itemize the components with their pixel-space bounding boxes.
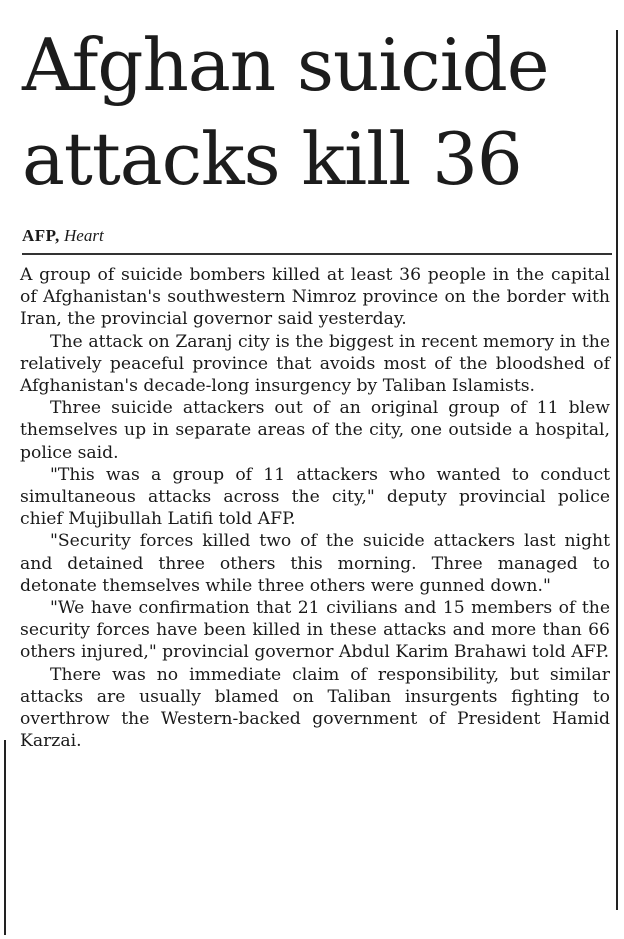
article-body (20, 264, 610, 752)
byline-agency: AFP, (22, 226, 60, 245)
column-rule-left (4, 740, 6, 935)
paragraph-1: A group of suicide bombers killed at least 36 people in the capital of Afghanistan's southwestern Nimroz province on the border with Iran, the provincial governor said yesterday. (20, 265, 610, 330)
paragraph-3: Three suicide attackers out of an original group of 11 blew themselves up in separate areas of the city, one outside a hospital, police said. (20, 398, 610, 463)
paragraph-5: "Security forces killed two of the suicide attackers last night and detained three others this morning. Three managed to detonate themselves while three others were gunned down." (20, 531, 610, 596)
paragraph-7: There was no immediate claim of responsibility, but similar attacks are usually blamed on Taliban insurgents fighting to overthrow the Western-backed government of President Hamid Karzai. (20, 664, 610, 752)
paragraph-2: The attack on Zaranj city is the biggest in recent memory in the relatively peaceful province that avoids most of the bloodshed of Afghanistan's decade-long insurgency by Taliban Islamists. (20, 331, 610, 397)
byline-divider (22, 253, 612, 255)
paragraph-6: "We have confirmation that 21 civilians and 15 members of the security forces have been killed in these attacks and more than 66 others injured," provincial governor Abdul Karim Brahawi told AFP. (20, 598, 610, 663)
paragraph-4: "This was a group of 11 attackers who wanted to conduct simultaneous attacks across the city," deputy provincial police chief Mujibullah Latifi told AFP. (20, 464, 610, 530)
column-rule-right (616, 30, 618, 910)
headline: Afghan suicide attacks kill 36 (22, 23, 549, 201)
byline-place: Heart (64, 226, 104, 245)
byline (22, 226, 104, 246)
